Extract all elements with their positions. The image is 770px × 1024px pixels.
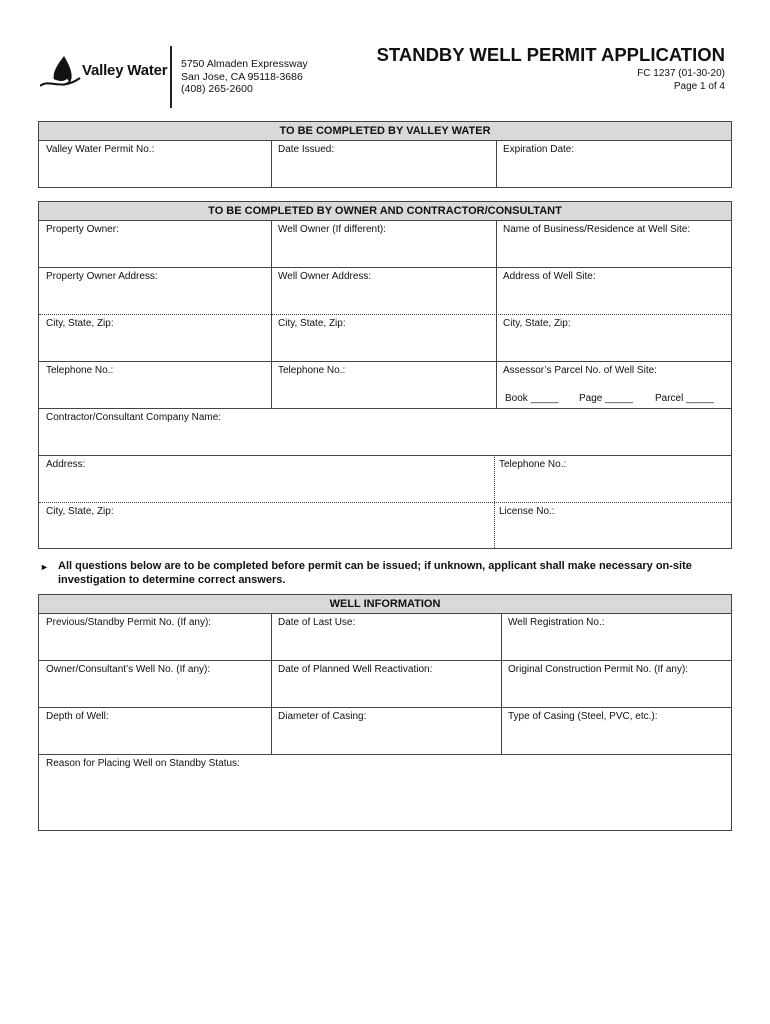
company-name-field[interactable]: Contractor/Consultant Company Name: [46, 412, 222, 423]
well-site-address-field[interactable]: Address of Well Site: [503, 271, 596, 282]
city-state-zip-field[interactable]: City, State, Zip: [278, 318, 346, 329]
instruction-text: All questions below are to be completed before permit can be issued; if unknown, applicant shall make necessary on-site investigation to determine correct answers. [58, 560, 692, 586]
casing-type-field[interactable]: Type of Casing (Steel, PVC, etc.): [508, 711, 658, 722]
logo-text: Valley Water [82, 62, 168, 79]
header-divider [170, 46, 172, 108]
page-number: Page 1 of 4 [673, 80, 725, 92]
previous-permit-field[interactable]: Previous/Standby Permit No. (If any): [46, 617, 212, 628]
address-line: San Jose, CA 95118-3686 [181, 70, 303, 83]
telephone-field[interactable]: Telephone No.: [46, 365, 114, 376]
original-permit-field[interactable]: Original Construction Permit No. (If any): [508, 664, 689, 675]
page-title: STANDBY WELL PERMIT APPLICATION [376, 44, 725, 65]
parcel-field[interactable]: Parcel _____ [655, 393, 714, 404]
last-use-date-field[interactable]: Date of Last Use: [278, 617, 356, 628]
casing-diameter-field[interactable]: Diameter of Casing: [278, 711, 367, 722]
section-heading: TO BE COMPLETED BY OWNER AND CONTRACTOR/CONSULTANT [39, 202, 731, 221]
date-issued-field[interactable]: Date Issued: [278, 144, 335, 155]
assessor-parcel-field[interactable]: Assessor’s Parcel No. of Well Site: [503, 365, 657, 376]
expiration-date-field[interactable]: Expiration Date: [503, 144, 575, 155]
arrow-right-icon: ► [40, 562, 49, 572]
standby-reason-field[interactable]: Reason for Placing Well on Standby Status: [46, 758, 240, 769]
well-owner-field[interactable]: Well Owner (If different): [278, 224, 386, 235]
contractor-telephone-field[interactable]: Telephone No.: [499, 459, 567, 470]
address-line: 5750 Almaden Expressway [181, 58, 308, 70]
well-information-section [38, 594, 732, 831]
owner-well-no-field[interactable]: Owner/Consultant’s Well No. (If any): [46, 664, 211, 675]
book-field[interactable]: Book _____ [505, 393, 559, 404]
section-heading: WELL INFORMATION [39, 595, 731, 614]
valley-water-section [38, 121, 732, 188]
address-block [181, 58, 308, 96]
form-number: FC 1237 (01-30-20) [637, 68, 725, 79]
well-owner-address-field[interactable]: Well Owner Address: [278, 271, 372, 282]
property-owner-field[interactable]: Property Owner: [46, 224, 119, 235]
instruction-note [40, 559, 730, 587]
city-state-zip-field[interactable]: City, State, Zip: [46, 318, 114, 329]
phone-line: (408) 265-2600 [181, 83, 253, 95]
telephone-field[interactable]: Telephone No.: [278, 365, 346, 376]
city-state-zip-field[interactable]: City, State, Zip: [503, 318, 571, 329]
owner-contractor-section [38, 201, 732, 549]
well-depth-field[interactable]: Depth of Well: [46, 711, 109, 722]
reactivation-date-field[interactable]: Date of Planned Well Reactivation: [278, 664, 433, 675]
contractor-address-field[interactable]: Address: [46, 459, 86, 470]
property-owner-address-field[interactable]: Property Owner Address: [46, 271, 158, 282]
contractor-city-field[interactable]: City, State, Zip: [46, 506, 114, 517]
permit-no-field[interactable]: Valley Water Permit No.: [46, 144, 155, 155]
well-registration-field[interactable]: Well Registration No.: [508, 617, 605, 628]
form-number-block [637, 68, 725, 93]
license-no-field[interactable]: License No.: [499, 506, 555, 517]
section-heading: TO BE COMPLETED BY VALLEY WATER [39, 122, 731, 141]
page-field[interactable]: Page _____ [579, 393, 633, 404]
business-name-field[interactable]: Name of Business/Residence at Well Site: [503, 224, 691, 235]
water-drop-icon [40, 52, 82, 98]
